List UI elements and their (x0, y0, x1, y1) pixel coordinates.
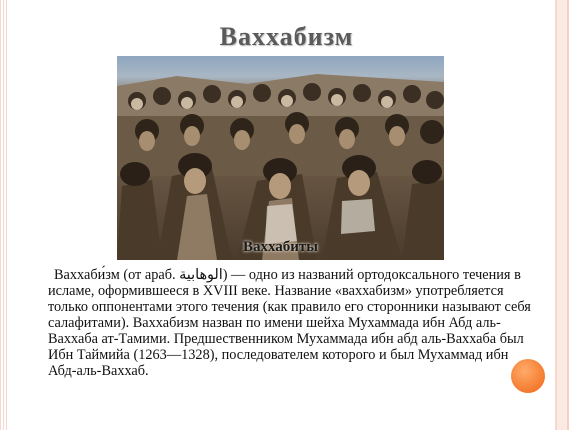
photo-caption: Ваххабиты (242, 239, 319, 255)
slide-title: Ваххабизм (219, 22, 354, 51)
orange-circle-decoration (511, 359, 545, 393)
crowd-photo (117, 56, 444, 260)
crowd-illustration (117, 56, 444, 260)
slide-body-text: Ваххаби́зм (от араб. الوهابية‎) — одно из названий ортодоксального течения в исламе, оформившееся в XVIII веке. Название «ваххабизм» употребляется только оппонентами этого течения (как правило его сторонники называют себя салафитами). Ваххабизм назван по имени шейха Мухаммада ибн Абд аль-Ваххаба ат-Тамими. Предшественником Мухаммада ибн абд аль-Ваххаба был Ибн Таймийа (1263—1328), последователем которого и был Мухаммад ибн Абд-аль-Ваххаб. (48, 267, 531, 379)
right-border-decoration (551, 0, 573, 430)
left-border-decoration (0, 0, 8, 430)
